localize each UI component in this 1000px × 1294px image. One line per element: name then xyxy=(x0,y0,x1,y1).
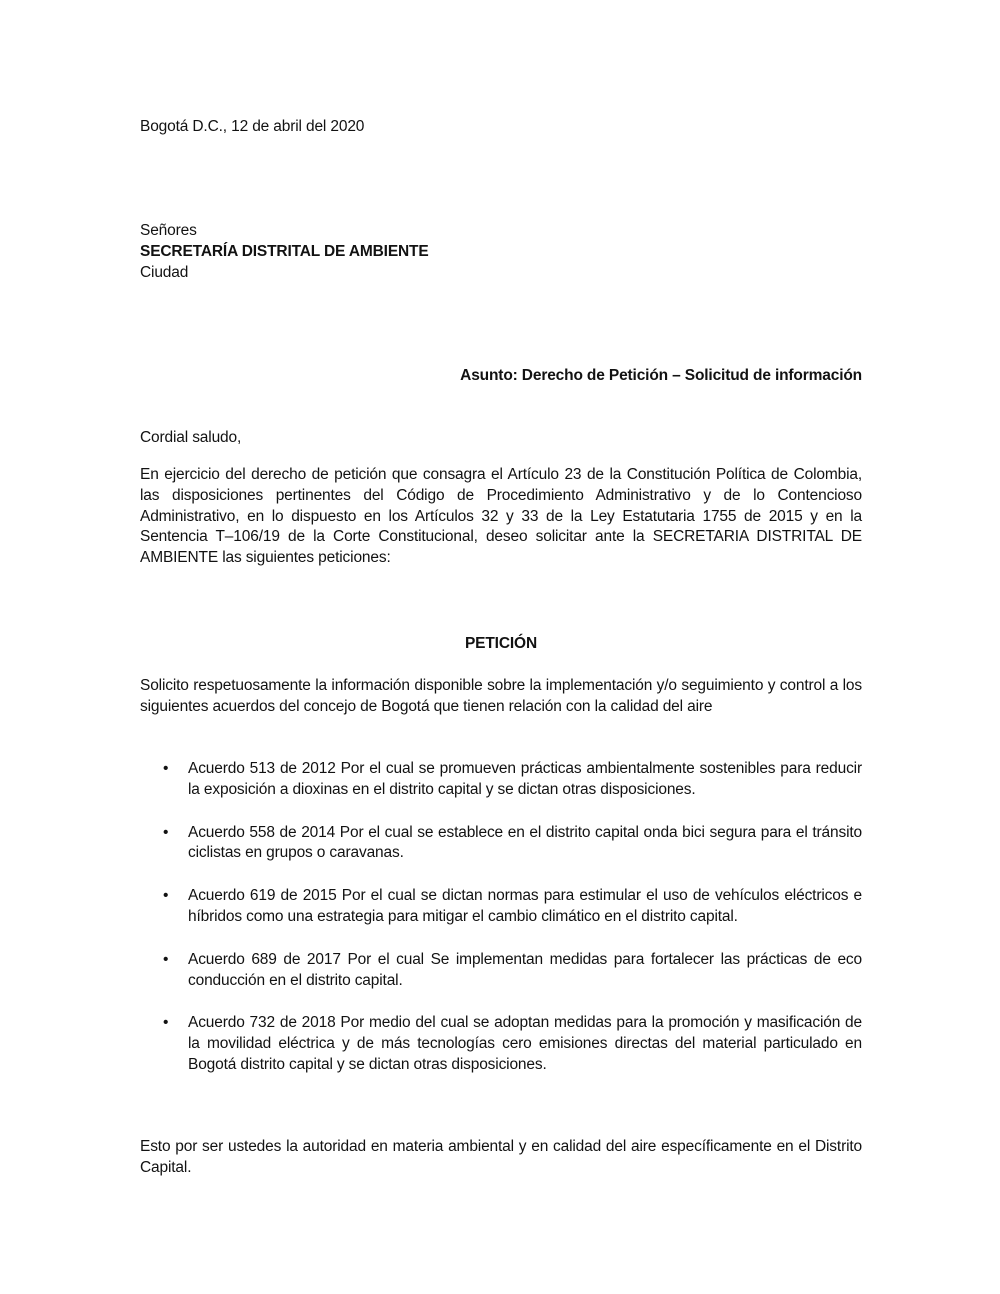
date-line: Bogotá D.C., 12 de abril del 2020 xyxy=(140,118,365,135)
list-item-acuerdo-558 xyxy=(140,823,862,865)
list-item-acuerdo-732 xyxy=(140,1013,862,1075)
agreement-text: Acuerdo 619 de 2015 Por el cual se dictan normas para estimular el uso de vehículos eléctricos e híbridos como una estrategia para mitigar el cambio climático en el distrito capital. xyxy=(188,887,862,925)
recipient-entity: SECRETARÍA DISTRITAL DE AMBIENTE xyxy=(140,242,429,260)
bullet-icon: • xyxy=(163,950,169,968)
list-item-acuerdo-689 xyxy=(140,950,862,992)
agreement-text: Acuerdo 513 de 2012 Por el cual se promueven prácticas ambientalmente sostenibles para reducir la exposición a dioxinas en el distrito capital y se dictan otras disposiciones. xyxy=(188,760,862,798)
bullet-icon: • xyxy=(163,823,169,841)
recipient-city: Ciudad xyxy=(140,263,189,281)
closing-paragraph: Esto por ser ustedes la autoridad en materia ambiental y en calidad del aire específicamente en el Distrito Capital. xyxy=(140,1138,862,1176)
agreement-text: Acuerdo 732 de 2018 Por medio del cual se adoptan medidas para la promoción y masificación de la movilidad eléctrica y de más tecnologías cero emisiones directas del material particulado en Bogotá distrito capital y se dictan otras disposiciones. xyxy=(188,1014,862,1073)
bullet-icon: • xyxy=(163,1014,169,1032)
petition-heading: PETICIÓN xyxy=(464,635,537,652)
agreement-text: Acuerdo 558 de 2014 Por el cual se establece en el distrito capital onda bici segura para el tránsito ciclistas en grupos o caravanas. xyxy=(188,823,862,862)
recipient-salutation: Señores xyxy=(140,222,197,239)
agreements-list xyxy=(140,759,862,1098)
agreement-text: Acuerdo 689 de 2017 Por el cual Se implementan medidas para fortalecer las prácticas de eco conducción en el distrito capital. xyxy=(188,950,862,989)
subject-line: Asunto: Derecho de Petición – Solicitud de información xyxy=(460,367,862,384)
bullet-icon: • xyxy=(163,760,169,777)
petition-intro-paragraph: Solicito respetuosamente la información disponible sobre la implementación y/o seguimiento y control a los siguientes acuerdos del concejo de Bogotá que tienen relación con la calidad del aire xyxy=(140,677,862,715)
intro-paragraph: En ejercicio del derecho de petición que consagra el Artículo 23 de la Constitución Política de Colombia, las disposiciones pertinentes del Código de Procedimiento Administrativo y de lo Contencioso Administrativo, en lo dispuesto en los Artículos 32 y 33 de la Ley Estatutaria 1755 de 2015 y en la Sentencia T–106/19 de la Corte Constitucional, deseo solicitar ante la SECRETARIA DISTRITAL DE AMBIENTE las siguientes peticiones: xyxy=(140,466,862,567)
recipient-block xyxy=(140,221,862,283)
bullet-icon: • xyxy=(163,887,169,905)
greeting-line: Cordial saludo, xyxy=(140,429,242,446)
list-item-acuerdo-513 xyxy=(140,759,862,801)
list-item-acuerdo-619 xyxy=(140,886,862,928)
